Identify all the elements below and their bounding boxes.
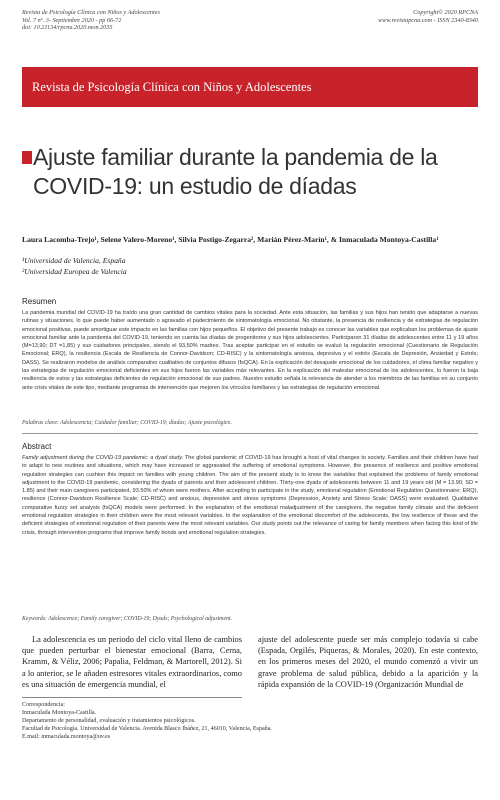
header-journal-line: Revista de Psicología Clínica con Niños y Adolescentes: [22, 9, 160, 16]
body-column-right: ajuste del adolescente puede ser más complejo todavía si cabe (Espada, Orgilés, Piqueras, & Morales, 2020). En este contexto, en los primeros meses del 2020, el mundo comenzó a vivir un grave problema de salud pública, debido a la aparición y la rápida expansión de la COVID-19 (Organización Mundial de: [258, 635, 478, 689]
title-block: [22, 143, 478, 201]
copyright-header: [378, 9, 478, 24]
correspondence-address: Facultad de Psicología. Universidad de Valencia. Avenida Blasco Ibáñez, 21, 46010, Valencia, España.: [22, 726, 272, 733]
correspondence-department: Departamento de personalidad, evaluación y tratamientos psicológicos.: [22, 718, 196, 725]
resumen-text: La pandemia mundial del COVID-19 ha traído una gran cantidad de cambios vitales para la sociedad. Ante esta situación, las familias y sus hijos han tenido que adaptarse a nuevas rutinas y situaciones, lo que puede haber aumentado o agravado el padecimiento de sintomatología emocional. No obstante, la presencia de resiliencia y de estrategias de regulación emocional positivas, puede amortiguar este impacto en las familias con hijos pequeños. El objetivo del presente trabajo es conocer las variables que explicaban los problemas de ajuste emocional familiar ante la pandemia del COVID-19, teniendo en cuenta las díadas de progenitores y sus hijos adolescentes. Participaron 31 díadas de adolescentes entre 11 y 19 años (M=13,90; DT =1,85) y sus cuidadores principales, siendo el 93,50% madres. Tras aceptar participar en el estudio se evaluó la regulación emocional (Cuestionario de Regulación Emocional; ERQ), la resiliencia (Escala de Resiliencia de Connor-Davidson; CD-RISC) y la sintomatología ansiosa, depresiva y el estrés (Escala de Depresión, Ansiedad y Estrés; DASS). Se realizaron modelos de análisis comparativo cualitativo de conjuntos difusos (fsQCA). En la explicación del desajuste emocional de los cuidadores, el clima familiar negativo y las estrategias de regulación emocional deficientes en sus hijos fueron las variables más relevantes. En la explicación del malestar emocional de los adolescentes, lo fueron la baja resiliencia de estos y las estrategias deficientes de regulación emocional de sus padres. Nuestro estudio señala la relevancia de atender a los miembros de las familias en su conjunto ante crisis vitales de este tipo, mediante programas de intervención que mejoren los vínculos familiares y las estrategias de regulación emocional.: [22, 310, 478, 391]
banner-journal-name: Revista de Psicología Clínica con Niños y Adolescentes: [32, 80, 312, 94]
header-copyright-line: Copyright© 2020 RPCNA: [413, 9, 478, 16]
header-volume-line: Vol. 7 nº. 3- Septiembre 2020 - pp 66-72: [22, 16, 122, 24]
correspondence-email: E.mail: inmaculada.montoya@uv.es: [22, 734, 111, 741]
body-column-left: La adolescencia es un periodo del ciclo vital lleno de cambios que pueden perturbar el bienestar emocional (Barra, Cerna, Kramm, & Véliz, 2006; Papalia, Feldman, & Martorell, 2012). Si a lo anterior, se le añaden estresores vitales extraordinarios, como es una situación de emergencia mundial, el: [22, 635, 242, 689]
article-title: Ajuste familiar durante la pandemia de la COVID-19: un estudio de díadas: [33, 144, 438, 199]
header-website-line: www.revistapcna.com - ISSN 2340-8340: [378, 16, 478, 24]
title-marker-square: [22, 151, 32, 164]
resumen-keywords: Palabras clave: Adolescencia; Cuidador familiar; COVID-19; díadas; Ajuste psicológico.: [22, 420, 232, 426]
journal-citation-header: [22, 9, 160, 32]
author-list: Laura Lacomba-Trejo¹, Selene Valero-Moreno¹, Silvia Postigo-Zegarra², Marián Pérez-Marín¹, & Inmaculada Montoya-Castilla¹: [22, 235, 439, 244]
section-divider: [22, 433, 478, 434]
abstract-body: The global pandemic of COVID-19 has brought a host of vital changes to society. Families and their children have had to adapt to new routines and situations, which may have increased or aggravated the suffering of emotional symptoms. However, the presence of resilience and positive emotional regulation strategies can cushion this impact on families with young children. The aim of the present study is to know the variables that explained the problems of family emotional adjustment to the COVID-19 pandemic, considering the dyads of parents and their adolescent children. Thirty-one dyads of adolescents between 11 and 19 years old (M = 13.90; SD = 1.85) and their main caregivers participated, 93.50% of whom were mothers. After accepting to participate in the study, emotional regulation (Emotional Regulation Questionnaire; ERQ), resilience (Connor-Davidson Resilience Scale; CD-RISC) and anxious, depressive and stress symptoms (Depression, Anxiety and Stress Scale; DASS) were evaluated. Qualitative comparative fuzzy set analysis (fsQCA) models were performed. In the explanation of the emotional maladjustment of the caregivers, the negative family climate and the deficient emotional regulation strategies in their children were the most relevant variables. In the explanation of the emotional discomfort of the adolescents, the low resilience of these and the deficient strategies of emotional regulation of their parents were the most relevant variables. Our study points out the relevance of caring for family members when facing this kind of life crisis, through intervention programs that improve family bonds and emotional regulation strategies.: [22, 455, 478, 536]
abstract-keywords: Keywords: Adolescence; Family caregiver; COVID-19; Dyads; Psychological adjustment.: [22, 616, 233, 622]
correspondence-label: Correspondencia:: [22, 702, 65, 708]
correspondence-name: Inmaculada Montoya-Castilla.: [22, 710, 97, 717]
abstract-lead-in: Family adjustment during the COVID-19 pandemic: a dyad study.: [22, 455, 184, 461]
abstract-heading: Abstract: [22, 442, 52, 451]
footnote-divider: [22, 697, 242, 698]
resumen-heading: Resumen: [22, 297, 57, 306]
correspondence-footnote: [22, 701, 422, 741]
journal-banner: [22, 67, 478, 107]
header-doi-line: doi: 10.21134/rpcna.2020.mon.2035: [22, 24, 113, 32]
affiliation-1: ¹Universidad de Valencia, España: [22, 256, 126, 265]
abstract-text: [22, 454, 478, 537]
affiliation-2: ²Universidad Europea de Valencia: [22, 267, 127, 276]
